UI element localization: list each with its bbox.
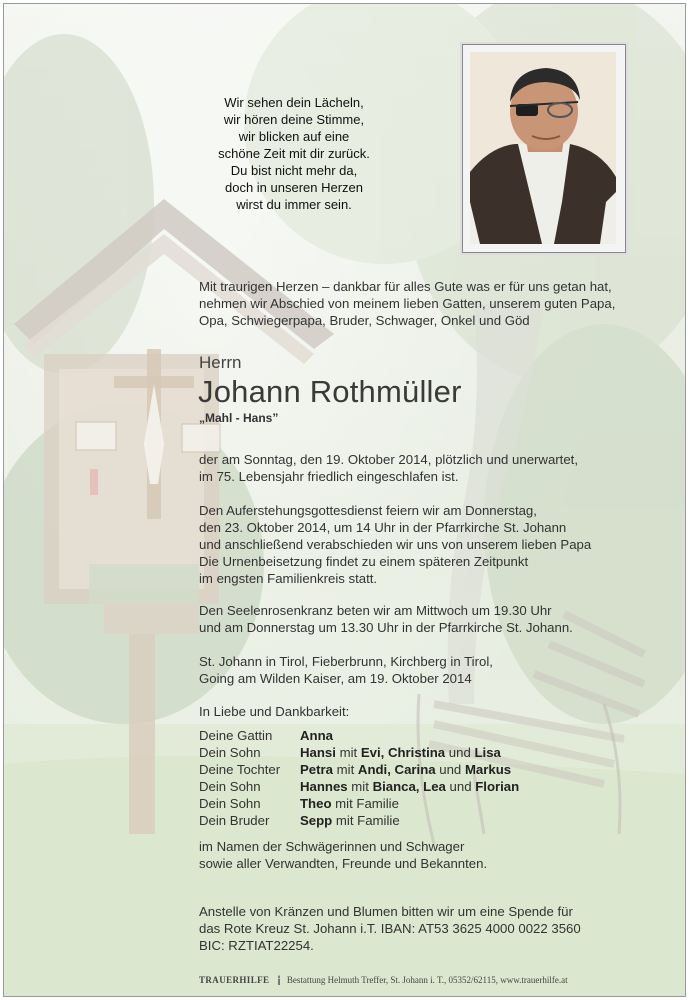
rosary-line: Den Seelenrosenkranz beten wir am Mittwoch um 19.30 Uhr	[199, 603, 552, 618]
family-relation: Dein Sohn	[199, 779, 261, 794]
poem-line: Wir sehen dein Lächeln,	[224, 95, 364, 110]
family-row	[199, 727, 519, 744]
family-connector: und	[435, 762, 465, 777]
poem-line: wirst du immer sein.	[236, 197, 352, 212]
candle-logo-icon	[276, 975, 282, 985]
family-relation: Dein Sohn	[199, 745, 261, 760]
family-row	[199, 795, 519, 812]
family-name: Evi, Christina	[360, 745, 446, 760]
family-name: Bianca, Lea	[372, 779, 446, 794]
honorific: Herrn	[199, 353, 242, 372]
family-name: Theo	[300, 796, 332, 811]
portrait-photo-frame	[462, 44, 626, 253]
family-relation: Deine Gattin	[199, 728, 273, 743]
footer-brand: TRAUERHILFE	[199, 975, 270, 985]
family-intro	[199, 703, 669, 720]
family-intro-line: In Liebe und Dankbarkeit:	[199, 704, 350, 719]
death-notice	[199, 451, 669, 485]
family-relation: Deine Tochter	[199, 762, 281, 777]
family-connector: mit	[347, 779, 373, 794]
intro-line: nehmen wir Abschied von meinem lieben Gatten, unserem guten Papa,	[199, 296, 616, 311]
relatives-note	[199, 838, 669, 872]
family-name: Andi, Carina	[357, 762, 436, 777]
service-line: den 23. Oktober 2014, um 14 Uhr in der Pfarrkirche St. Johann	[199, 520, 567, 535]
donation-line: Anstelle von Kränzen und Blumen bitten wir um eine Spende für	[199, 904, 573, 919]
relatives-line: sowie aller Verwandten, Freunde und Bekannten.	[199, 856, 488, 871]
family-connector: und	[445, 779, 476, 794]
donation-line: BIC: RZTIAT22254.	[199, 938, 314, 953]
family-row	[199, 761, 519, 778]
family-relation: Dein Sohn	[199, 796, 261, 811]
death-notice-line: der am Sonntag, den 19. Oktober 2014, plötzlich und unerwartet,	[199, 452, 579, 467]
nickname: „Mahl - Hans”	[199, 411, 279, 425]
place-date	[199, 653, 669, 687]
footer-text: Bestattung Helmuth Treffer, St. Johann i. T., 05352/62115, www.trauerhilfe.at	[286, 975, 568, 985]
family-list	[199, 727, 519, 829]
poem-line: wir blicken auf eine	[238, 129, 350, 144]
poem	[174, 94, 414, 213]
family-row	[199, 778, 519, 795]
service-line: im engsten Familienkreis statt.	[199, 571, 378, 586]
family-name: Anna	[300, 728, 333, 743]
poem-line: doch in unseren Herzen	[224, 180, 364, 195]
death-notice-line: im 75. Lebensjahr friedlich eingeschlafen ist.	[199, 469, 459, 484]
family-connector: mit	[335, 745, 361, 760]
family-name: Lisa	[474, 745, 501, 760]
intro-line: Mit traurigen Herzen – dankbar für alles Gute was er für uns getan hat,	[199, 279, 612, 294]
service-line: Die Urnenbeisetzung findet zu einem späteren Zeitpunkt	[199, 554, 529, 569]
family-row	[199, 744, 519, 761]
service-line: und anschließend verabschieden wir uns von unserem lieben Papa	[199, 537, 592, 552]
donation-line: das Rote Kreuz St. Johann i.T. IBAN: AT53 3625 4000 0022 3560	[199, 921, 581, 936]
family-name: Florian	[475, 779, 520, 794]
service-info	[199, 502, 669, 587]
obituary-card	[3, 3, 686, 997]
deceased-name: Johann Rothmüller	[198, 374, 462, 409]
family-connector: mit Familie	[331, 796, 399, 811]
poem-line: schöne Zeit mit dir zurück.	[218, 146, 370, 161]
poem-line: wir hören deine Stimme,	[223, 112, 365, 127]
footer	[199, 975, 679, 985]
rosary-info	[199, 602, 669, 636]
family-name: Markus	[464, 762, 512, 777]
service-line: Den Auferstehungsgottesdienst feiern wir am Donnerstag,	[199, 503, 537, 518]
family-row	[199, 812, 519, 829]
place-date-line: St. Johann in Tirol, Fieberbrunn, Kirchberg in Tirol,	[199, 654, 493, 669]
family-name: Sepp	[300, 813, 333, 828]
family-name: Hansi	[300, 745, 336, 760]
family-connector: mit	[333, 762, 358, 777]
family-name: Petra	[300, 762, 333, 777]
intro-text	[199, 278, 669, 329]
relatives-line: im Namen der Schwägerinnen und Schwager	[199, 839, 465, 854]
family-name: Hannes	[300, 779, 348, 794]
rosary-line: und am Donnerstag um 13.30 Uhr in der Pfarrkirche St. Johann.	[199, 620, 573, 635]
family-relation: Dein Bruder	[199, 813, 270, 828]
place-date-line: Going am Wilden Kaiser, am 19. Oktober 2014	[199, 671, 472, 686]
family-connector: mit Familie	[332, 813, 400, 828]
intro-line: Opa, Schwiegerpapa, Bruder, Schwager, Onkel und Göd	[199, 313, 530, 328]
portrait-photo	[470, 52, 616, 244]
donation-note	[199, 903, 669, 954]
family-connector: und	[445, 745, 475, 760]
poem-line: Du bist nicht mehr da,	[230, 163, 358, 178]
